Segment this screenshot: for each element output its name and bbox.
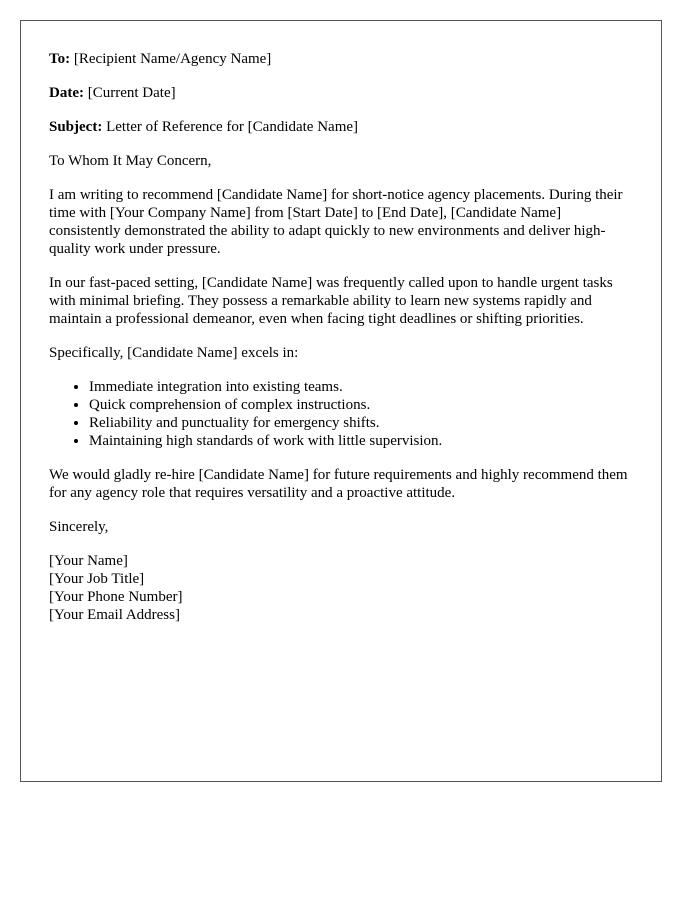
date-line: Date: [Current Date] (49, 85, 176, 101)
body-paragraph: I am writing to recommend [Candidate Name] for short-notice agency placements. During their time with [Your Company Name] from [Start Date] to [End Date], [Candidate Name] consistently demonstrated the ability to adapt quickly to new environments and deliver high-quality work under pressure. (49, 187, 623, 257)
skills-list (49, 378, 632, 450)
list-item: • Immediate integration into existing teams. (89, 378, 632, 396)
signature-phone: [Your Phone Number] (49, 589, 183, 605)
signature-email: [Your Email Address] (49, 607, 180, 623)
closing-paragraph: We would gladly re-hire [Candidate Name] for future requirements and highly recommend them for any agency role that requires versatility and a proactive attitude. (49, 467, 628, 501)
list-item: • Reliability and punctuality for emergency shifts. (89, 414, 632, 432)
reference-letter (20, 20, 662, 782)
to-line: To: [Recipient Name/Agency Name] (49, 51, 272, 67)
body-paragraph: In our fast-paced setting, [Candidate Name] was frequently called upon to handle urgent tasks with minimal briefing. They possess a remarkable ability to learn new systems rapidly and maintain a professional demeanor, even when facing tight deadlines or shifting priorities. (49, 275, 613, 327)
subject-line: Subject: Letter of Reference for [Candidate Name] (49, 119, 359, 135)
signature-name: [Your Name] (49, 553, 128, 569)
salutation: To Whom It May Concern, (49, 153, 212, 169)
signature-title: [Your Job Title] (49, 571, 145, 587)
body-paragraph: Specifically, [Candidate Name] excels in: (49, 345, 299, 361)
closing: Sincerely, (49, 519, 109, 535)
list-item: • Maintaining high standards of work with little supervision. (89, 432, 632, 450)
signature-block (49, 552, 632, 624)
list-item: • Quick comprehension of complex instructions. (89, 396, 632, 414)
